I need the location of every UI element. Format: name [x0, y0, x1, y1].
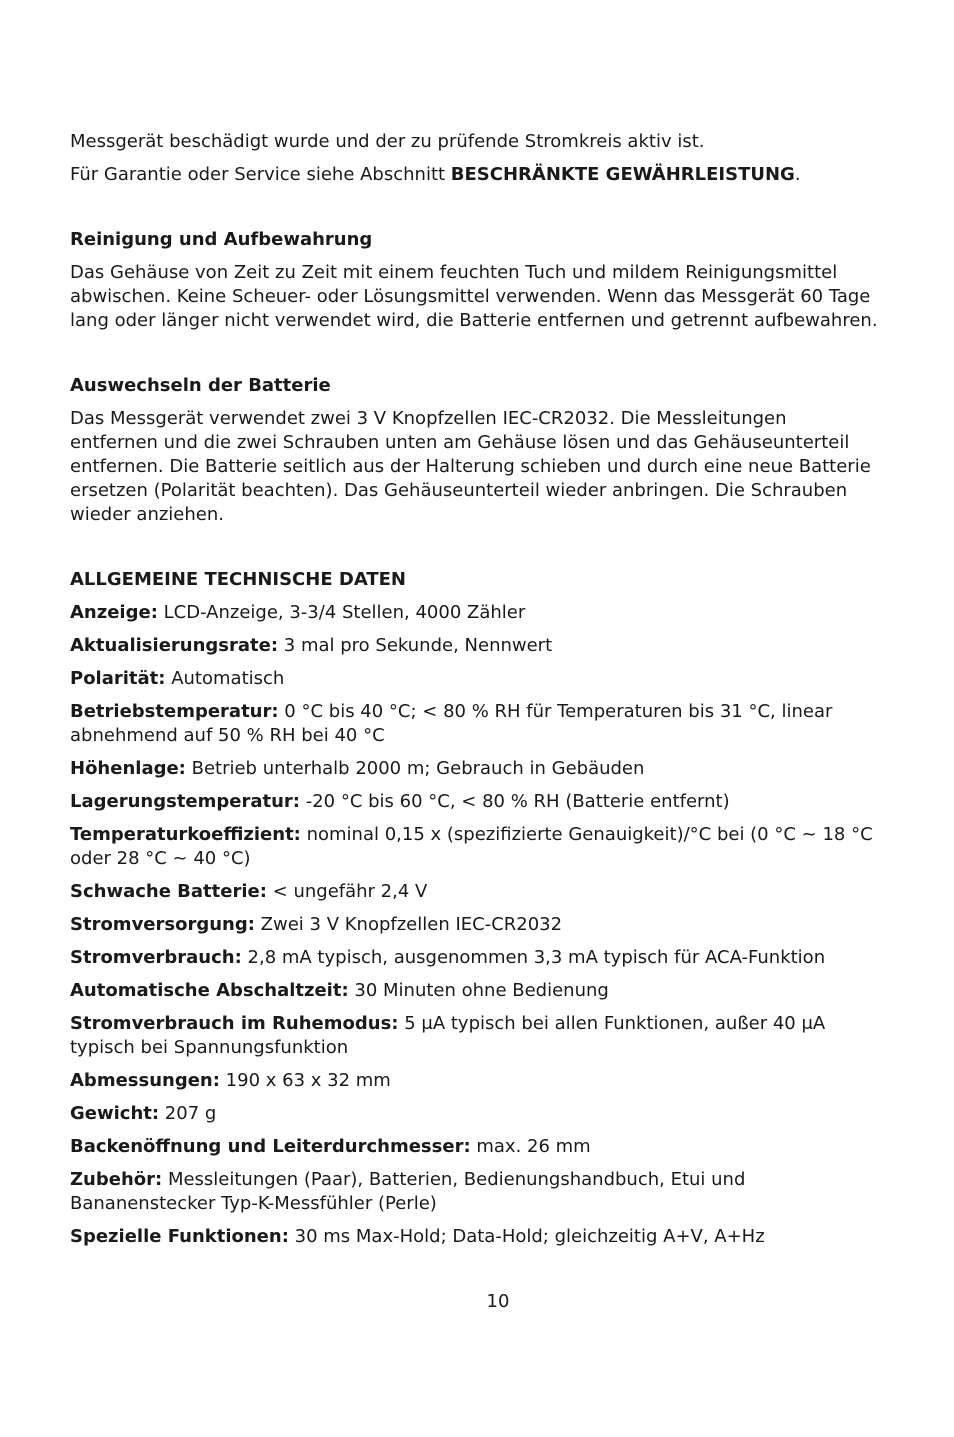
spec-value: 3 mal pro Sekunde, Nennwert: [278, 635, 553, 656]
spec-item: [70, 700, 880, 748]
spec-value: Zwei 3 V Knopfzellen IEC-CR2032: [254, 914, 563, 935]
spec-label: Schwache Batterie:: [70, 881, 267, 902]
spec-value: Betrieb unterhalb 2000 m; Gebrauch in Gebäuden: [185, 758, 645, 779]
specs-heading: ALLGEMEINE TECHNISCHE DATEN: [70, 569, 406, 590]
spec-value: LCD-Anzeige, 3-3/4 Stellen, 4000 Zähler: [157, 602, 526, 623]
spec-item: [70, 757, 880, 781]
cleaning-text: Das Gehäuse von Zeit zu Zeit mit einem feuchten Tuch und mildem Reinigungsmittel abwischen. Keine Scheuer- oder Lösungsmittel verwenden. Wenn das Messgerät 60 Tage lang oder länger nicht verwendet wird, die Batterie entfernen und getrennt aufbewahren.: [70, 262, 878, 331]
spec-value: nominal 0,15 x (spezifizierte Genauigkeit)/°C bei (0 °C ~ 18 °C oder 28 °C ~ 40 °C): [70, 824, 873, 869]
spec-item: [70, 1168, 880, 1216]
spec-value: Messleitungen (Paar), Batterien, Bedienungshandbuch, Etui und Bananenstecker Typ-K-Messfühler (Perle): [70, 1169, 746, 1214]
spec-label: Aktualisierungsrate:: [70, 635, 279, 656]
spec-value: 0 °C bis 40 °C; < 80 % RH für Temperaturen bis 31 °C, linear abnehmend auf 50 % RH bei 40 °C: [70, 701, 833, 746]
spec-value: Automatisch: [165, 668, 285, 689]
spec-item: [70, 667, 880, 691]
spec-label: Backenöffnung und Leiterdurchmesser:: [70, 1136, 471, 1157]
spec-value: 207 g: [159, 1103, 217, 1124]
spec-item: [70, 823, 880, 871]
intro-line-2-suffix: .: [794, 164, 801, 185]
spec-label: Höhenlage:: [70, 758, 186, 779]
spec-value: -20 °C bis 60 °C, < 80 % RH (Batterie entfernt): [300, 791, 730, 812]
spec-item: [70, 946, 880, 970]
spec-item: [70, 913, 880, 937]
document-page: [70, 130, 880, 1258]
spec-label: Spezielle Funktionen:: [70, 1226, 289, 1247]
spec-label: Automatische Abschaltzeit:: [70, 980, 349, 1001]
spec-label: Lagerungstemperatur:: [70, 791, 300, 812]
spec-item: [70, 790, 880, 814]
specs-list: [70, 601, 880, 1249]
spec-value: 190 x 63 x 32 mm: [219, 1070, 391, 1091]
spec-item: [70, 1225, 880, 1249]
spec-value: 30 Minuten ohne Bedienung: [348, 980, 609, 1001]
battery-heading: Auswechseln der Batterie: [70, 375, 331, 396]
spec-item: [70, 634, 880, 658]
intro-line-2: [70, 163, 880, 187]
spec-label: Stromversorgung:: [70, 914, 255, 935]
spec-item: [70, 1102, 880, 1126]
spec-label: Anzeige:: [70, 602, 158, 623]
spec-item: [70, 601, 880, 625]
spec-label: Zubehör:: [70, 1169, 163, 1190]
spec-label: Stromverbrauch im Ruhemodus:: [70, 1013, 399, 1034]
spec-value: 30 ms Max-Hold; Data-Hold; gleichzeitig A+V, A+Hz: [288, 1226, 765, 1247]
spec-label: Stromverbrauch:: [70, 947, 242, 968]
cleaning-heading: Reinigung und Aufbewahrung: [70, 229, 373, 250]
spec-value: max. 26 mm: [470, 1136, 591, 1157]
page-number: 10: [486, 1291, 510, 1312]
spec-value: < ungefähr 2,4 V: [266, 881, 428, 902]
spec-label: Abmessungen:: [70, 1070, 220, 1091]
intro-line-2-prefix: Für Garantie oder Service siehe Abschnitt: [70, 164, 451, 185]
spec-label: Temperaturkoeffizient:: [70, 824, 301, 845]
spec-label: Betriebstemperatur:: [70, 701, 279, 722]
battery-text: Das Messgerät verwendet zwei 3 V Knopfzellen IEC-CR2032. Die Messleitungen entfernen und die zwei Schrauben unten am Gehäuse lösen und das Gehäuseunterteil entfernen. Die Batterie seitlich aus der Halterung schieben und durch eine neue Batterie ersetzen (Polarität beachten). Das Gehäuseunterteil wieder anbringen. Die Schrauben wieder anziehen.: [70, 408, 871, 525]
spec-item: [70, 1012, 880, 1060]
spec-item: [70, 1069, 880, 1093]
spec-label: Polarität:: [70, 668, 166, 689]
spec-value: 2,8 mA typisch, ausgenommen 3,3 mA typisch für ACA-Funktion: [241, 947, 826, 968]
spec-item: [70, 979, 880, 1003]
intro-line-1: Messgerät beschädigt wurde und der zu prüfende Stromkreis aktiv ist.: [70, 131, 705, 152]
spec-item: [70, 880, 880, 904]
spec-item: [70, 1135, 880, 1159]
warranty-reference: BESCHRÄNKTE GEWÄHRLEISTUNG: [450, 164, 795, 185]
spec-label: Gewicht:: [70, 1103, 160, 1124]
spec-value: 5 μA typisch bei allen Funktionen, außer 40 μA typisch bei Spannungsfunktion: [70, 1013, 826, 1058]
